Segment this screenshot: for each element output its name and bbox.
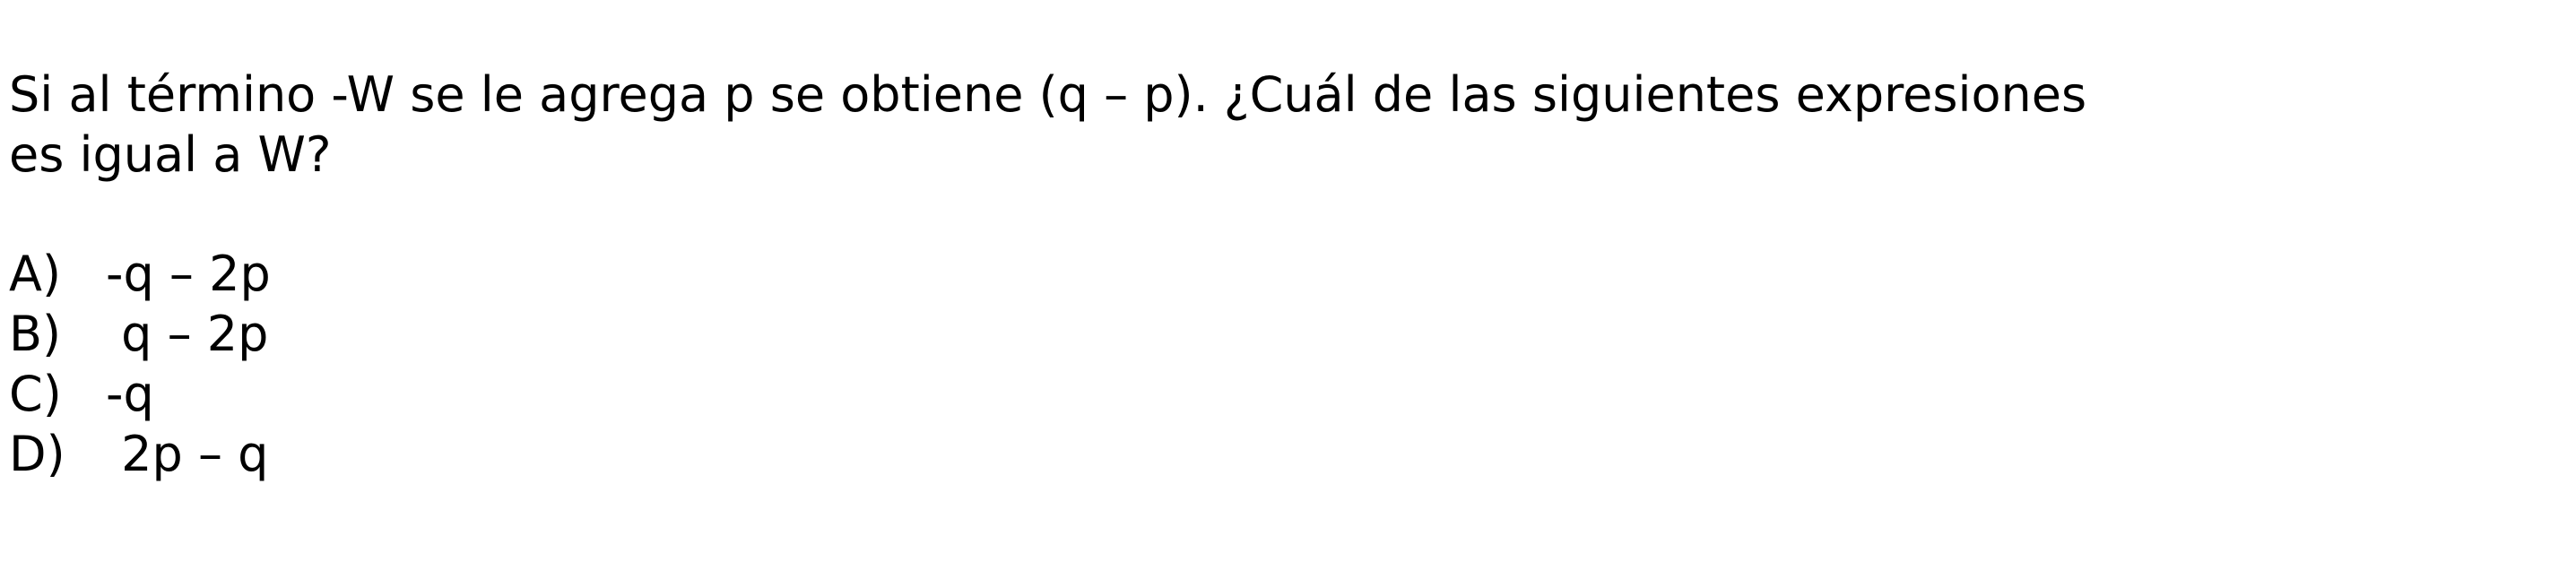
option-c-letter: C): [9, 366, 62, 422]
question-text: [9, 65, 2520, 185]
option-d-expression: 2p – q: [106, 426, 269, 482]
option-b: [9, 304, 2520, 364]
option-d: [9, 424, 2520, 484]
option-d-letter: D): [9, 426, 65, 482]
question-line-2: es igual a W?: [9, 126, 332, 183]
option-a-expression: -q – 2p: [106, 246, 271, 302]
option-c-expression: -q: [106, 366, 154, 422]
option-a-letter: A): [9, 246, 62, 302]
option-c: [9, 364, 2520, 424]
option-a: [9, 244, 2520, 304]
answer-options: [9, 244, 2520, 484]
question-document: [9, 65, 2520, 484]
question-line-1: Si al término -W se le agrega p se obtiene (q – p). ¿Cuál de las siguientes expresiones: [9, 66, 2087, 123]
option-b-expression: q – 2p: [106, 306, 269, 362]
option-b-letter: B): [9, 306, 62, 362]
